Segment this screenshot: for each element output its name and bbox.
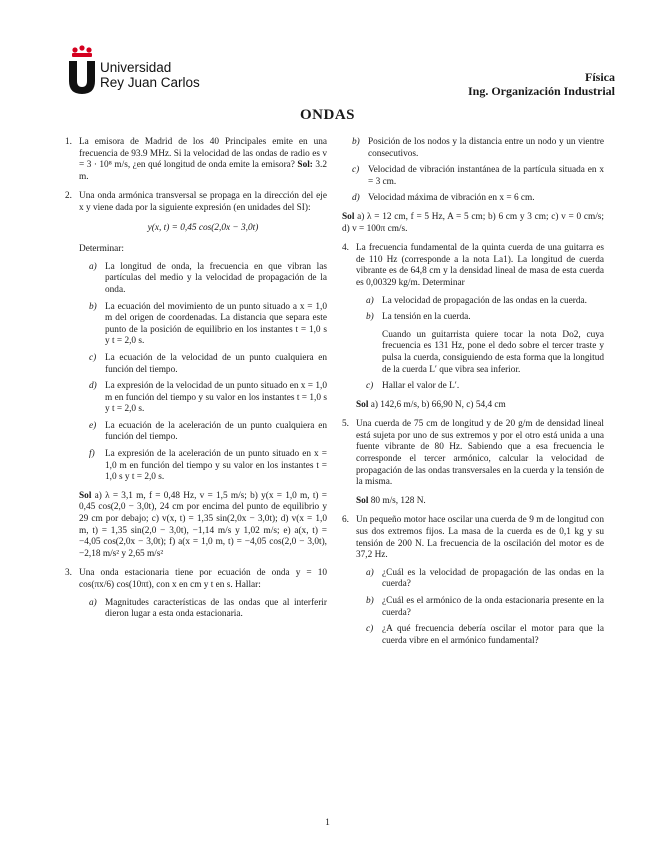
item-label: c) — [366, 624, 374, 635]
subject-label: Física — [585, 70, 615, 84]
item-label: b) — [366, 312, 374, 323]
university-line-2: Rey Juan Carlos — [100, 75, 200, 90]
solution-text: a) λ = 3,1 m, f = 0,48 Hz, v = 1,5 m/s; b) y(x = 1,0 m, t) = 0,45 cos(2,0 − 3,0t), 24 cm por encima del punto de equilibrio y 29 cm por debajo; c) v(x, t) = 1,35 sin(2,0x − 3,0t); d) v(x = 1,0 m, t) = 1,35 sin(2,0 − 3,0t), −1,14 m/s y 1,02 m/s; e) a(x, t) = −4,05 cos(2,0x − 3,0t); f) a(x = 1,0 m, t) = −4,05 cos(2,0 − 3,0t), −2,18 m/s² y 2,65 m/s² — [79, 490, 327, 559]
item-label: c) — [352, 165, 360, 176]
problem-4 — [342, 243, 604, 411]
item-label: f) — [89, 449, 95, 460]
subquestion-c — [342, 165, 604, 188]
item-text: Magnitudes características de las ondas que al interferir dieron lugar a esta onda estacionaria. — [105, 597, 327, 620]
problem-extra-text: Cuando un guitarrista quiere tocar la nota Do2, cuya frecuencia es 131 Hz, pone el dedo sobre el tercer traste y pulsa la cuerda, consiguiendo de esta forma que la longitud de la cuerda L′ que vibra sea inferior. — [382, 329, 604, 375]
item-label: a) — [366, 295, 374, 306]
problem-3 — [65, 568, 327, 620]
subquestion-c — [79, 353, 327, 376]
course-header — [468, 70, 615, 98]
item-label: c) — [89, 352, 97, 363]
solution — [79, 491, 327, 561]
item-label: a) — [366, 567, 374, 578]
problem-number: 3. — [65, 568, 72, 579]
item-label: d) — [89, 381, 97, 392]
item-label: b) — [89, 301, 97, 312]
left-column — [65, 137, 327, 629]
subquestion-a — [79, 262, 327, 297]
solution-label: Sol — [342, 211, 355, 222]
item-text: La ecuación del movimiento de un punto situado a x = 1,0 m del origen de coordenadas. La distancia que separa este punto de la posición de equilibrio en los instantes t = 1,0 s y t = 2,0 s. — [105, 301, 327, 347]
subquestion-a — [356, 568, 604, 591]
determinar-label: Determinar: — [79, 244, 124, 255]
item-text: Velocidad máxima de vibración en x = 6 cm. — [368, 193, 535, 204]
subquestion-d — [342, 193, 604, 205]
item-text: La ecuación de la velocidad de un punto cualquiera en función del tiempo. — [105, 352, 327, 375]
subquestion-c — [356, 381, 604, 393]
solution-label: Sol — [79, 490, 92, 501]
solution — [356, 496, 604, 508]
item-label: d) — [352, 193, 360, 204]
page-title: ONDAS — [299, 107, 355, 123]
solution-label: Sol — [356, 495, 369, 506]
subquestion-list — [356, 568, 604, 648]
item-label: e) — [89, 420, 97, 431]
wave-equation: y(x, t) = 0,45 cos(2,0x − 3,0t) — [147, 222, 259, 233]
problem-number: 2. — [65, 191, 72, 202]
subquestion-a — [356, 296, 604, 308]
problem-intro: Un pequeño motor hace oscilar una cuerda de 9 m de longitud con sus dos extremos fijos. La masa de la cuerda es de 0,1 kg y su tensión de 200 N. La frecuencia de la oscilación del motor es de 37,2 Hz. — [356, 515, 604, 561]
item-text: ¿Cuál es el armónico de la onda estacionaria presente en la cuerda? — [382, 596, 604, 618]
solution — [356, 400, 604, 412]
problem-5 — [342, 419, 604, 507]
subquestion-a — [79, 598, 327, 621]
page-number: 1 — [325, 818, 330, 828]
subquestion-e — [79, 421, 327, 444]
item-label: b) — [352, 137, 360, 147]
item-text: Posición de los nodos y la distancia entre un nodo y un vientre consecutivos. — [368, 137, 604, 159]
subquestion-b — [79, 302, 327, 348]
problem-intro: La frecuencia fundamental de la quinta cuerda de una guitarra es de 110 Hz (corresponde a la nota La1). La longitud de cuerda vibrante es de 64,8 cm y la densidad lineal de masa de esta cuerda es 0,00329 kg/m. Determinar — [356, 243, 604, 288]
solution-text: a) 142,6 m/s, b) 66,90 N, c) 54,4 cm — [370, 399, 506, 410]
solution-text: 3.2 m. — [79, 160, 327, 182]
solution-label: Sol: — [297, 160, 313, 171]
item-text: Hallar el valor de L′. — [382, 381, 460, 392]
subquestion-f — [79, 449, 327, 484]
problem-intro: Una cuerda de 75 cm de longitud y de 20 g/m de densidad lineal está sujeta por uno de sus extremos y por el otro está unida a una fuente vibrante de 80 Hz. Sabiendo que a esa frecuencia le corresponde el tercer armónico, calcular la velocidad de propagación de las ondas transversales en la cuerda y la tensión de la misma. — [356, 419, 604, 488]
degree-label: Ing. Organización Industrial — [467, 84, 615, 98]
item-text: La tensión en la cuerda. — [382, 312, 471, 323]
subquestion-list-continued — [342, 137, 604, 205]
solution-label: Sol — [356, 399, 369, 410]
item-text: La velocidad de propagación de las ondas en la cuerda. — [382, 295, 587, 306]
problem-number: 5. — [342, 419, 349, 430]
subquestion-list — [79, 598, 327, 621]
university-line-1: Universidad — [100, 60, 172, 75]
problem-number: 1. — [65, 137, 72, 147]
subquestion-b — [356, 596, 604, 619]
item-text: La expresión de la aceleración de un punto situado en x = 1,0 m en función del tiempo y su valor en los instantes t = 1,0 s y t = 2,0 s. — [105, 449, 327, 483]
problem-1 — [65, 137, 327, 183]
subquestion-b — [356, 312, 604, 324]
item-text: La ecuación de la aceleración de un punto cualquiera en función del tiempo. — [105, 420, 327, 443]
subquestion-d — [79, 381, 327, 416]
item-text: La longitud de onda, la frecuencia en que vibran las partículas del medio y la velocidad de propagación de la onda. — [105, 261, 327, 295]
problem-number: 6. — [342, 515, 349, 526]
item-text: ¿A qué frecuencia debería oscilar el motor para que la cuerda vibre en el armónico fundamental? — [382, 624, 604, 646]
problem-6 — [342, 515, 604, 647]
subquestion-b — [342, 137, 604, 160]
item-text: ¿Cuál es la velocidad de propagación de las ondas en la cuerda? — [382, 567, 604, 590]
subquestion-list — [79, 262, 327, 484]
urjc-crest-icon — [66, 45, 100, 97]
item-text: Velocidad de vibración instantánea de la partícula situada en x = 3 cm. — [368, 165, 604, 187]
problem-number: 4. — [342, 243, 349, 254]
item-label: a) — [89, 597, 97, 608]
problem-2 — [65, 191, 327, 560]
university-name — [100, 60, 200, 90]
solution-text: 80 m/s, 128 N. — [370, 495, 426, 506]
right-column — [342, 137, 604, 655]
item-label: c) — [366, 381, 374, 392]
problem-intro: Una onda estacionaria tiene por ecuación de onda y = 10 cos(πx/6) cos(10πt), con x en cm y t en s. Hallar: — [79, 568, 327, 590]
solution-text: a) λ = 12 cm, f = 5 Hz, A = 5 cm; b) 6 cm y 3 cm; c) v = 0 cm/s; d) v = 100π cm/s. — [342, 211, 604, 234]
item-label: a) — [89, 261, 97, 272]
problem-intro: Una onda armónica transversal se propaga en la dirección del eje x y viene dada por la siguiente expresión (en unidades del SI): — [79, 191, 327, 213]
problem-text: La emisora de Madrid de los 40 Principales emite en una frecuencia de 93.9 MHz. Si la velocidad de las ondas de radio es v = 3 · 10⁸ m/s, ¿en qué longitud de onda emite la emisora? — [79, 137, 327, 171]
subquestion-list — [356, 296, 604, 324]
subquestion-list-2 — [356, 381, 604, 393]
solution — [342, 212, 604, 235]
item-label: b) — [366, 596, 374, 606]
item-text: La expresión de la velocidad de un punto situado en x = 1,0 m en función del tiempo y su valor en los instantes t = 1,0 s y t = 2,0 s. — [105, 381, 327, 415]
subquestion-c — [356, 624, 604, 647]
